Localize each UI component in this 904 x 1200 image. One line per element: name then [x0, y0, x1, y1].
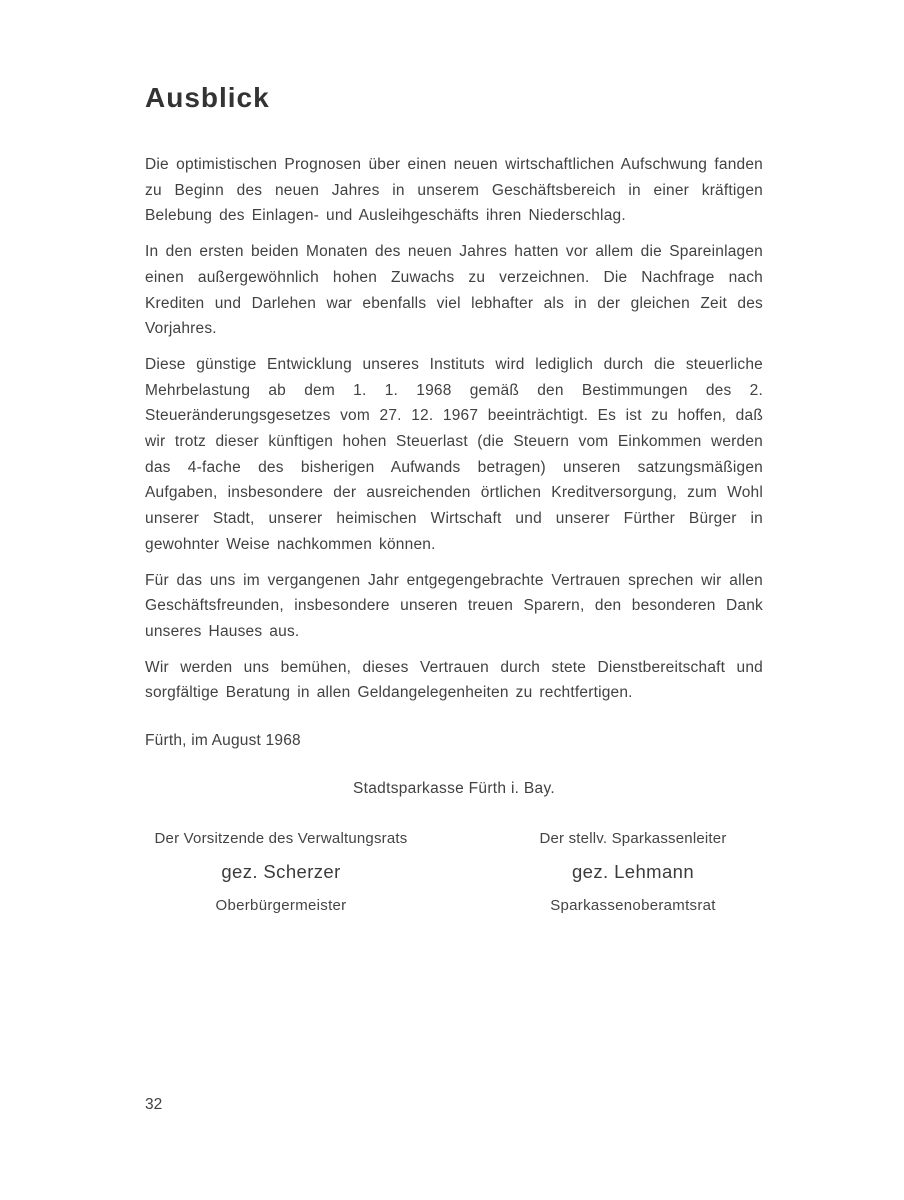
dateline: Fürth, im August 1968: [145, 732, 301, 750]
body-text: [145, 152, 763, 706]
signature-right-name: gez. Lehmann: [571, 861, 695, 883]
signature-right-title: Der stellv. Sparkassenleiter: [539, 830, 727, 848]
signature-left-name: gez. Scherzer: [221, 861, 341, 883]
institution-name: Stadtsparkasse Fürth i. Bay.: [353, 780, 555, 798]
paragraph-5: Wir werden uns bemühen, dieses Vertrauen durch stete Dienstbereitschaft und sorgfältige Beratung in allen Geldangelegenheiten zu rechtfertigen.: [145, 658, 763, 702]
signature-block: [145, 830, 763, 950]
signature-left-role: Oberbürgermeister: [215, 897, 347, 915]
signature-right: [533, 830, 733, 914]
paragraph-2: In den ersten beiden Monaten des neuen Jahres hatten vor allem die Spareinlagen einen außergewöhnlich hohen Zuwachs zu verzeichnen. Die Nachfrage nach Krediten und Darlehen war ebenfalls viel lebhafter als in der gleichen Zeit des Vorjahres.: [145, 243, 763, 338]
paragraph-4: Für das uns im vergangenen Jahr entgegengebrachte Vertrauen sprechen wir allen Geschäftsfreunden, insbesondere unseren treuen Sparern, den besonderen Dank unseres Hauses aus.: [145, 571, 763, 640]
signature-left-title: Der Vorsitzende des Verwaltungsrats: [154, 830, 408, 848]
paragraph-3: Diese günstige Entwicklung unseres Instituts wird lediglich durch die steuerliche Mehrbelastung ab dem 1. 1. 1968 gemäß den Bestimmungen des 2. Steueränderungsgesetzes vom 27. 12. 1967 beeinträchtigt. Es ist zu hoffen, daß wir trotz dieser künftigen hohen Steuerlast (die Steuern vom Einkommen werden das 4-fache des bisherigen Aufwands betragen) unseren satzungsmäßigen Aufgaben, insbesondere der ausreichenden örtlichen Kreditversorgung, zum Wohl unserer Stadt, unserer heimischen Wirtschaft und unserer Fürther Bürger in gewohnter Weise nachkommen können.: [145, 355, 763, 553]
page-number: 32: [145, 1096, 163, 1113]
page-title: Ausblick: [145, 82, 270, 113]
signature-right-role: Sparkassenoberamtsrat: [550, 897, 716, 915]
page-content: [145, 0, 763, 950]
signature-left: [145, 830, 417, 914]
paragraph-1: Die optimistischen Prognosen über einen neuen wirtschaftlichen Aufschwung fanden zu Beginn des neuen Jahres in unserem Geschäftsbereich in einer kräftigen Belebung des Einlagen- und Ausleihgeschäfts ihren Niederschlag.: [145, 156, 763, 225]
